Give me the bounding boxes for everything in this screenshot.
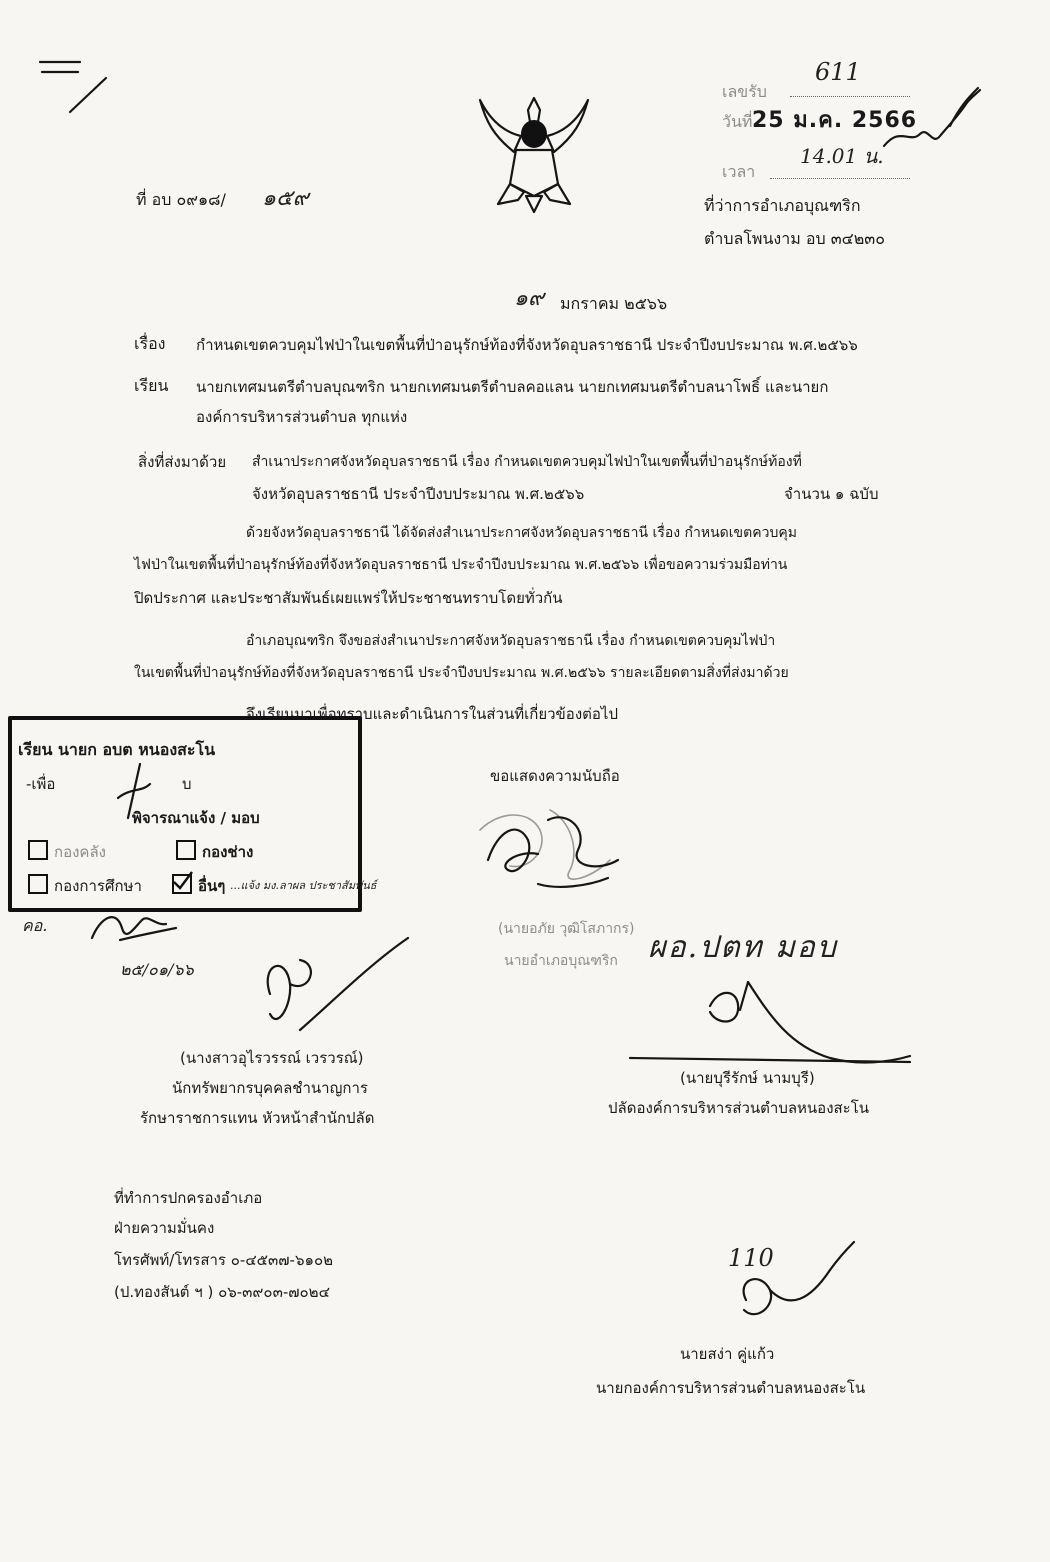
subject-label: เรื่อง <box>134 334 166 353</box>
note-date: ๒๕/๐๑/๖๖ <box>120 960 194 979</box>
option-finance-checkbox[interactable] <box>28 840 48 860</box>
enclosure-line2: จังหวัดอุบลราชธานี ประจำปีงบประมาณ พ.ศ.๒๕๖๖ <box>252 485 585 503</box>
option-other-handwritten: ...แจ้ง มง.ลาผล ประชาสัมพันธ์ <box>230 879 377 892</box>
final-handwritten-number: 110 <box>728 1244 774 1272</box>
option-finance[interactable] <box>28 840 106 864</box>
routing-stamp-line2-end: บ <box>182 775 192 793</box>
date-day-handwritten: ๑๙ <box>514 286 545 311</box>
right-signatory-name: (นายบุรีรักษ์ นามบุรี) <box>680 1069 815 1087</box>
left-signatory-title1: นักทรัพยากรบุคคลชำนาญการ <box>172 1079 368 1097</box>
option-education-checkbox[interactable] <box>28 874 48 894</box>
document-date: มกราคม ๒๕๖๖ <box>560 294 668 313</box>
right-signatory-title: ปลัดองค์การบริหารส่วนตำบลหนองสะโน <box>608 1099 870 1117</box>
recipient-line2: องค์การบริหารส่วนตำบล ทุกแห่ง <box>196 408 408 426</box>
scan-mark <box>30 40 110 120</box>
garuda-emblem <box>474 92 594 216</box>
option-education[interactable] <box>28 874 142 898</box>
left-signatory-signature <box>230 934 420 1044</box>
enclosure-line1: สำเนาประกาศจังหวัดอุบลราชธานี เรื่อง กำหนดเขตควบคุมไฟป่าในเขตพื้นที่ป่าอนุรักษ์ท้องที่ <box>252 454 802 470</box>
receipt-time-dotline <box>770 178 910 179</box>
note-initials: คอ. <box>22 916 48 935</box>
footer-line1: ที่ทำการปกครองอำเภอ <box>114 1189 263 1207</box>
option-engineering-label: กองช่าง <box>202 843 254 861</box>
option-other-label: อื่นๆ <box>198 877 226 895</box>
body-p1-line3: ปิดประกาศ และประชาสัมพันธ์เผยแพร่ให้ประชาชนทราบโดยทั่วกัน <box>134 589 563 607</box>
receipt-signature <box>880 86 990 166</box>
footer-line4: (ป.ทองสันต์ ฯ ) ๐๖-๓๙๐๓-๗๐๒๔ <box>114 1283 330 1301</box>
recipient-line1: นายกเทศมนตรีตำบลบุณฑริก นายกเทศมนตรีตำบลคอแลน นายกเทศมนตรีตำบลนาโพธิ์ และนายก <box>196 378 829 396</box>
final-signatory-signature <box>730 1240 870 1330</box>
routing-stamp-title: เรียน นายก อบต หนองสะโน <box>18 740 216 759</box>
receipt-date: 25 ม.ค. 2566 <box>752 108 918 133</box>
district-chief-name: (นายอภัย วุฒิโสภากร) <box>498 921 635 937</box>
receipt-number-label: เลขรับ <box>722 82 767 101</box>
footer-line3: โทรศัพท์/โทรสาร ๐-๔๕๓๗-๖๑๐๒ <box>114 1251 334 1269</box>
routing-stamp-scribble <box>110 758 170 828</box>
enclosure-count: จำนวน ๑ ฉบับ <box>784 485 879 503</box>
reference-number: ที่ อบ ๐๙๑๘/ <box>136 190 226 209</box>
receipt-number: 611 <box>815 58 861 86</box>
receipt-time-label: เวลา <box>722 162 756 181</box>
option-education-label: กองการศึกษา <box>54 877 142 895</box>
check-mark-icon <box>172 870 194 892</box>
body-p1-line1: ด้วยจังหวัดอุบลราชธานี ได้จัดส่งสำเนาประกาศจังหวัดอุบลราชธานี เรื่อง กำหนดเขตควบคุม <box>246 525 797 541</box>
receipt-time: 14.01 น. <box>800 144 884 168</box>
final-signatory-title: นายกองค์การบริหารส่วนตำบลหนองสะโน <box>596 1379 866 1397</box>
routing-stamp-line3: พิจารณาแจ้ง / มอบ <box>132 809 260 827</box>
receipt-date-label: วันที่ <box>722 112 753 131</box>
district-chief-title: นายอำเภอบุณฑริก <box>504 953 618 969</box>
district-chief-signature <box>478 800 628 900</box>
body-p2-line2: ในเขตพื้นที่ป่าอนุรักษ์ท้องที่จังหวัดอุบลราชธานี ประจำปีงบประมาณ พ.ศ.๒๕๖๖ รายละเอียดตามสิ่งที่ส่งมาด้วย <box>134 665 789 681</box>
left-signatory-name: (นางสาวอุไรวรรณ์ เวรวรณ์) <box>180 1049 364 1067</box>
left-signatory-title2: รักษาราชการแทน หัวหน้าสำนักปลัด <box>140 1109 375 1127</box>
option-engineering-checkbox[interactable] <box>176 840 196 860</box>
sign-off-salutation: ขอแสดงความนับถือ <box>490 767 620 785</box>
office-address: ตำบลโพนงาม อบ ๓๔๒๓๐ <box>704 229 885 248</box>
option-finance-label: กองคลัง <box>54 843 106 861</box>
final-signatory-name: นายสง่า คู่แก้ว <box>680 1345 775 1363</box>
option-engineering[interactable] <box>176 840 253 864</box>
enclosure-label: สิ่งที่ส่งมาด้วย <box>138 453 227 471</box>
right-handwritten-note: ผอ.ปตท มอบ <box>648 930 838 965</box>
recipient-label: เรียน <box>134 376 169 395</box>
routing-stamp-line2: -เพื่อ <box>26 775 56 793</box>
body-p2-line1: อำเภอบุณฑริก จึงขอส่งสำเนาประกาศจังหวัดอุบลราชธานี เรื่อง กำหนดเขตควบคุมไฟป่า <box>246 633 776 649</box>
reference-number-handwritten: ๑๕๙ <box>262 186 309 211</box>
body-p1-line2: ไฟป่าในเขตพื้นที่ป่าอนุรักษ์ท้องที่จังหวัดอุบลราชธานี ประจำปีงบประมาณ พ.ศ.๒๕๖๖ เพื่อขอความร่วมมือท่าน <box>134 557 788 573</box>
office-name: ที่ว่าการอำเภอบุณฑริก <box>704 196 861 215</box>
right-signatory-signature <box>630 976 930 1076</box>
footer-line2: ฝ่ายความมั่นคง <box>114 1219 215 1237</box>
note-signature <box>86 898 196 954</box>
option-other-checkbox[interactable] <box>172 874 192 894</box>
option-other[interactable] <box>172 874 225 898</box>
body-closing: จึงเรียนมาเพื่อทราบและดำเนินการในส่วนที่เกี่ยวข้องต่อไป <box>246 705 618 723</box>
subject-text: กำหนดเขตควบคุมไฟป่าในเขตพื้นที่ป่าอนุรักษ์ท้องที่จังหวัดอุบลราชธานี ประจำปีงบประมาณ พ.ศ.๒๕๖๖ <box>196 336 858 354</box>
